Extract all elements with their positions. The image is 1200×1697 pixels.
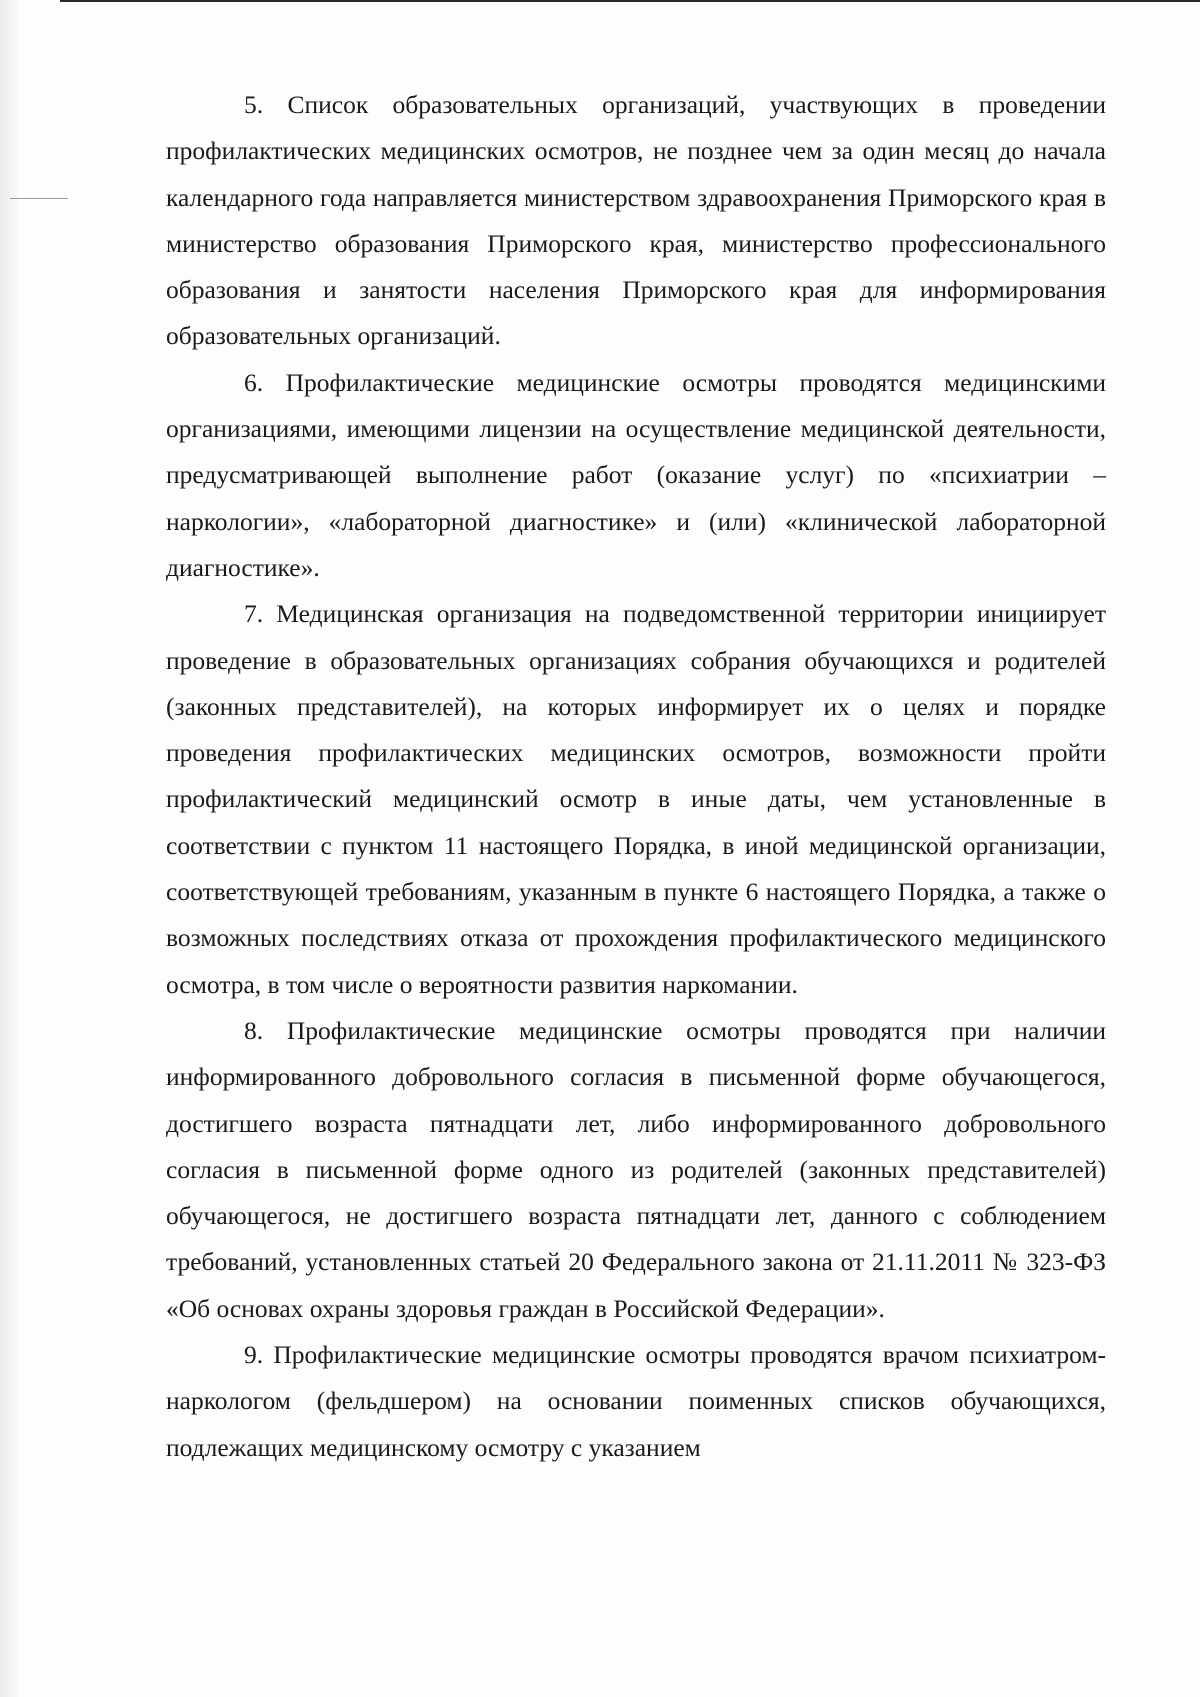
scan-top-border — [60, 0, 1200, 2]
paragraph-6: 6. Профилактические медицинские осмотры проводятся медицинскими организациями, имеющими лицензии на осуществление медицинской деятельности, предусматривающей выполнение работ (оказание услуг) по «психиатрии – наркологии», «лабораторной диагностике» и (или) «клинической лабораторной диагностике». — [166, 367, 1106, 582]
paragraph-7: 7. Медицинская организация на подведомственной территории инициирует проведение в образовательных организациях собрания обучающихся и родителей (законных представителей), на которых информирует их о целях и порядке проведения профилактических медицинских осмотров, возможности пройти профилактический медицинский осмотр в иные даты, чем установленные в соответствии с пунктом 11 настоящего Порядка, в иной медицинской организации, соответствующей требованиям, указанным в пункте 6 настоящего Порядка, а также о возможных последствиях отказа от прохождения профилактического медицинского осмотра, в том числе о вероятности развития наркомании. — [166, 599, 1106, 999]
scan-left-edge — [0, 0, 18, 1697]
paragraph-9: 9. Профилактические медицинские осмотры проводятся врачом психиатром-наркологом (фельдшером) на основании поименных списков обучающихся, подлежащих медицинскому осмотру с указанием — [166, 1340, 1106, 1462]
paragraph-5: 5. Список образовательных организаций, участвующих в проведении профилактических медицинских осмотров, не позднее чем за один месяц до начала календарного года направляется министерством здравоохранения Приморского края в министерство образования Приморского края, министерство профессионального образования и занятости населения Приморского края для информирования образовательных организаций. — [166, 90, 1106, 351]
scan-side-mark — [10, 198, 68, 199]
paragraph-8: 8. Профилактические медицинские осмотры проводятся при наличии информированного добровольного согласия в письменной форме обучающегося, достигшего возраста пятнадцати лет, либо информированного добровольного согласия в письменной форме одного из родителей (законных представителей) обучающегося, не достигшего возраста пятнадцати лет, данного с соблюдением требований, установленных статьей 20 Федерального закона от 21.11.2011 № 323-ФЗ «Об основах охраны здоровья граждан в Российской Федерации». — [166, 1015, 1106, 1323]
document-body — [166, 82, 1106, 1471]
